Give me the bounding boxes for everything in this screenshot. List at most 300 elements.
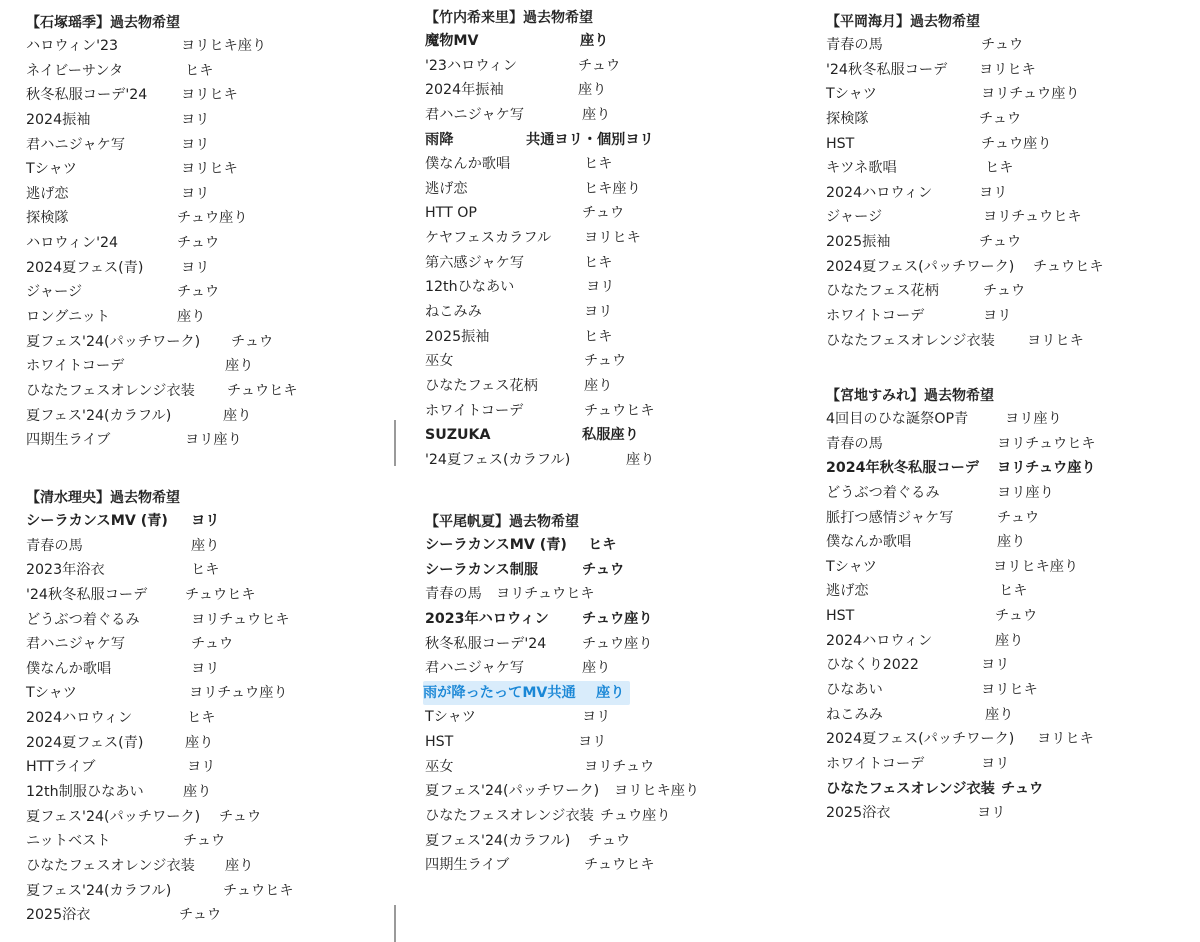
list-item <box>425 54 621 79</box>
list-item <box>425 607 653 632</box>
item-name: 2025振袖 <box>826 234 891 251</box>
list-item <box>425 128 654 153</box>
list-item <box>26 903 222 928</box>
item-name: ひなたフェスオレンジ衣装 <box>826 780 995 797</box>
wish-type: ヨリ <box>983 308 1012 325</box>
item-name: シーラカンスMV (青) <box>425 537 567 553</box>
list-item <box>425 705 630 730</box>
section-title: 【竹内希来里】過去物希望 <box>425 10 593 26</box>
list-item <box>826 777 1044 802</box>
item-name: Tシャツ <box>425 709 476 726</box>
item-name: 探検隊 <box>826 110 869 127</box>
item-name: 雨が降ったってMV共通 <box>423 684 576 701</box>
item-name: ねこみみ <box>425 304 482 321</box>
list-item <box>26 681 288 706</box>
item-name: 雨降 <box>425 131 454 148</box>
list-item <box>26 83 238 108</box>
list-item <box>826 255 1104 280</box>
section-takeuchi <box>425 7 655 473</box>
wish-type: ヨリ <box>584 304 613 321</box>
list-item <box>26 632 234 657</box>
list-item <box>26 755 216 780</box>
wish-type: ヨリヒキ <box>1037 731 1094 748</box>
wish-type: チュウ <box>979 234 1022 251</box>
wish-type: ヨリヒキ <box>981 682 1038 699</box>
item-name: ひなたフェスオレンジ衣装 <box>826 332 995 349</box>
list-item <box>826 329 1084 354</box>
list-item <box>826 530 1026 555</box>
wish-type: チュウ座り <box>582 610 653 627</box>
item-name: 巫女 <box>425 758 454 775</box>
list-item <box>826 653 1010 678</box>
item-name: 2024年秋冬私服コーデ <box>826 460 979 477</box>
list-item <box>826 58 1036 83</box>
item-name: SUZUKA <box>425 427 491 444</box>
item-name: ケヤフェスカラフル <box>425 230 552 247</box>
list-item <box>826 156 1014 181</box>
wish-type: 私服座り <box>582 427 639 444</box>
item-name: Tシャツ <box>826 86 877 103</box>
list-item <box>425 226 641 251</box>
item-name: 探検隊 <box>26 210 69 227</box>
item-name: 青春の馬 <box>26 537 83 554</box>
wish-type: ヒキ <box>584 328 613 345</box>
item-name: どうぶつ着ぐるみ <box>826 484 940 501</box>
wish-type: ヒキ <box>985 160 1014 177</box>
wish-type: チュウヒキ <box>185 586 256 603</box>
item-name: ホワイトコーデ <box>26 358 125 375</box>
item-name: 2024夏フェス(青) <box>26 734 144 751</box>
column-divider-top <box>394 420 396 466</box>
item-name: ひなたフェス花柄 <box>826 283 939 300</box>
item-name: 青春の馬 <box>826 37 883 53</box>
list-item <box>826 703 1014 728</box>
wish-type: チュウ <box>979 110 1022 127</box>
item-name: 青春の馬 <box>826 435 883 452</box>
list-item <box>26 206 248 231</box>
wish-type: ヒキ <box>187 710 216 727</box>
wish-type: ヨリチュウ座り <box>981 86 1080 103</box>
item-name: 夏フェス'24(パッチワーク) <box>425 783 600 800</box>
item-name: 12thひなあい <box>425 279 515 296</box>
wish-type: ヨリ <box>979 184 1008 201</box>
item-name: HST <box>425 734 454 751</box>
list-item <box>826 230 1022 255</box>
list-item <box>26 583 256 608</box>
wish-type: ヨリヒキ座り <box>181 38 267 54</box>
list-item <box>425 582 630 607</box>
wish-type: チュウヒキ <box>1033 258 1104 275</box>
list-item <box>826 82 1080 107</box>
list-item <box>425 325 613 350</box>
list-item <box>425 423 639 448</box>
list-item <box>425 656 630 681</box>
wish-type: ヒキ <box>999 583 1028 600</box>
item-name: 12th制服ひなあい <box>26 784 144 801</box>
item-name: 2024夏フェス(パッチワーク) <box>826 731 1015 748</box>
item-name: 2024夏フェス(パッチワーク) <box>826 258 1015 275</box>
list-item <box>425 448 655 473</box>
wish-type: ヨリヒキ <box>979 61 1036 78</box>
item-name: 2023年浴衣 <box>26 562 105 579</box>
wish-type: ヒキ <box>191 562 220 579</box>
list-item <box>26 157 238 182</box>
item-name: ロングニット <box>26 309 110 326</box>
wish-type: チュウヒキ <box>584 402 655 419</box>
item-name: 夏フェス'24(パッチワーク) <box>26 808 201 825</box>
list-item <box>425 829 630 854</box>
wish-type: ヨリ <box>181 185 210 202</box>
item-name: 2024ハロウィン <box>26 710 133 727</box>
section-title: 【清水理央】過去物希望 <box>26 490 180 506</box>
wish-type: 座り <box>177 309 206 326</box>
item-name: 僕なんか歌唱 <box>26 660 112 677</box>
wish-type: ヨリチュウヒキ <box>191 611 290 628</box>
wish-type: ヨリ <box>181 259 210 276</box>
item-name: 巫女 <box>425 353 454 370</box>
item-name: 脈打つ感情ジャケ写 <box>826 509 954 526</box>
list-item <box>26 354 254 379</box>
wish-type: ヨリチュウヒキ <box>496 586 595 603</box>
list-item <box>26 706 216 731</box>
item-name: ホワイトコーデ <box>826 755 925 772</box>
wish-type: ヨリチュウ座り <box>189 685 288 702</box>
wish-type: 座り <box>997 534 1026 551</box>
wish-type: 座り <box>223 407 252 424</box>
wish-type: チュウ座り <box>582 635 653 652</box>
wish-type: ヨリチュウヒキ <box>997 435 1096 452</box>
item-name: 逃げ恋 <box>826 583 869 600</box>
item-name: ホワイトコーデ <box>826 308 925 325</box>
wish-type: 座り <box>185 734 214 751</box>
wish-type: ヨリ座り <box>185 432 242 449</box>
list-item <box>26 182 210 207</box>
wish-type: 座り <box>995 632 1024 649</box>
item-name: ハロウィン'23 <box>26 38 119 54</box>
item-name: 秋冬私服コーデ'24 <box>425 635 547 652</box>
item-name: 僕なんか歌唱 <box>425 156 511 173</box>
section-shimizu <box>26 487 294 928</box>
wish-type: チュウ <box>177 235 220 252</box>
item-name: 2024ハロウィン <box>826 184 933 201</box>
list-item <box>26 558 220 583</box>
wish-type: ヨリヒキ <box>181 87 238 104</box>
wish-type: ヨリ <box>181 111 210 128</box>
item-name: ひなあい <box>826 682 883 699</box>
item-name: 四期生ライブ <box>26 432 111 449</box>
wish-type: ヨリ座り <box>997 484 1054 501</box>
wish-type: ヨリ <box>981 657 1010 674</box>
wish-type: ヨリ <box>578 734 607 751</box>
list-item <box>425 201 625 226</box>
wish-type: ヨリチュウヒキ <box>983 209 1082 226</box>
item-name: ひなたフェス花柄 <box>425 377 538 394</box>
item-name: ニットベスト <box>26 833 111 850</box>
list-item <box>826 205 1082 230</box>
list-item <box>425 300 613 325</box>
item-name: HTTライブ <box>26 759 96 776</box>
list-item <box>826 304 1012 329</box>
item-name: Tシャツ <box>26 685 77 702</box>
wish-type: ヨリ <box>181 136 210 153</box>
list-item <box>425 349 627 374</box>
wish-type: 座り <box>582 106 611 123</box>
list-item <box>425 251 613 276</box>
item-name: 第六感ジャケ写 <box>425 254 525 271</box>
section-title: 【石塚瑶季】過去物希望 <box>26 15 180 31</box>
list-item <box>826 432 1096 457</box>
list-item <box>826 33 1024 58</box>
list-item <box>26 108 210 133</box>
list-item <box>423 681 630 706</box>
item-name: 夏フェス'24(カラフル) <box>425 832 571 849</box>
list-item <box>425 558 630 583</box>
list-item <box>425 177 641 202</box>
item-name: ひなたフェスオレンジ衣装 <box>26 382 195 399</box>
item-name: 君ハニジャケ写 <box>26 136 126 153</box>
wish-type: ヨリ座り <box>1005 411 1062 427</box>
item-name: 2025浴衣 <box>26 907 91 924</box>
list-item <box>26 657 220 682</box>
list-item <box>826 678 1038 703</box>
wish-type: 共通ヨリ・個別ヨリ <box>526 131 654 148</box>
list-item <box>826 181 1008 206</box>
item-name: シーラカンスMV (青) <box>26 513 168 529</box>
list-item <box>826 279 1026 304</box>
item-name: 君ハニジャケ写 <box>26 636 126 653</box>
list-item <box>26 854 254 879</box>
list-item <box>425 632 653 657</box>
list-item <box>826 132 1052 157</box>
list-item <box>26 829 226 854</box>
item-name: 2024年振袖 <box>425 82 504 99</box>
wish-type: 座り <box>183 784 212 801</box>
item-name: ハロウィン'24 <box>26 235 119 252</box>
wish-type: チュウ座り <box>600 808 671 825</box>
wish-type: ヨリ <box>977 805 1006 822</box>
wish-type: 座り <box>582 660 611 677</box>
item-name: Tシャツ <box>26 161 77 178</box>
list-item <box>425 533 630 558</box>
wish-type: チュウ <box>1001 780 1044 797</box>
item-name: 逃げ恋 <box>425 180 468 197</box>
wish-type: ヒキ <box>584 156 613 173</box>
item-name: 2024夏フェス(青) <box>26 259 144 276</box>
list-item <box>826 456 1096 481</box>
column-divider-bottom <box>394 905 396 942</box>
list-item <box>826 604 1038 629</box>
item-name: 四期生ライブ <box>425 857 510 874</box>
wish-type: チュウ <box>578 57 621 74</box>
list-item <box>26 780 212 805</box>
wish-type: チュウ <box>582 205 625 222</box>
list-item <box>425 779 700 804</box>
wish-type: 座り <box>580 33 609 49</box>
wish-type: チュウヒキ <box>227 382 298 399</box>
item-name: ホワイトコーデ <box>425 402 524 419</box>
list-item <box>26 534 220 559</box>
list-item <box>425 103 611 128</box>
list-item <box>26 133 210 158</box>
item-name: HST <box>826 608 855 625</box>
list-item <box>826 555 1079 580</box>
section-title: 【平岡海月】過去物希望 <box>826 14 980 30</box>
list-item <box>26 305 206 330</box>
item-name: ひなたフェスオレンジ衣装 <box>425 808 594 825</box>
list-item <box>26 256 210 281</box>
wish-type: 座り <box>225 857 254 874</box>
list-item <box>26 280 220 305</box>
wish-type: ヨリ <box>586 279 615 296</box>
wish-type: 座り <box>596 684 625 701</box>
list-item <box>26 731 214 756</box>
wish-type: ヒキ <box>588 537 617 553</box>
item-name: どうぶつ着ぐるみ <box>26 611 140 628</box>
item-name: 君ハニジャケ写 <box>425 660 525 677</box>
wish-type: ヒキ <box>584 254 613 271</box>
wish-type: ヨリヒキ <box>181 161 238 178</box>
section-ishizuka <box>26 12 298 453</box>
wish-type: チュウ座り <box>981 135 1052 152</box>
item-name: '24秋冬私服コーデ <box>826 61 948 78</box>
item-name: 2025振袖 <box>425 328 490 345</box>
list-item <box>425 29 609 54</box>
wish-type: ヨリ <box>187 759 216 776</box>
item-name: ねこみみ <box>826 706 883 723</box>
list-item <box>26 379 298 404</box>
list-item <box>826 801 1006 826</box>
wish-type: ヒキ座り <box>584 180 641 197</box>
item-name: ひなくり2022 <box>826 657 919 674</box>
wish-type: チュウ <box>584 353 627 370</box>
item-name: 僕なんか歌唱 <box>826 534 912 551</box>
item-name: 君ハニジャケ写 <box>425 106 525 123</box>
wish-type: ヨリ <box>981 755 1010 772</box>
wish-type: チュウ <box>582 561 625 578</box>
item-name: 秋冬私服コーデ'24 <box>26 87 148 104</box>
wish-type: ヨリチュウ <box>584 758 655 775</box>
section-miyachi <box>826 385 1096 826</box>
list-item <box>826 752 1010 777</box>
wish-type: ヒキ <box>185 62 214 79</box>
list-item <box>826 629 1024 654</box>
wish-type: ヨリヒキ <box>1027 332 1084 349</box>
wish-type: チュウ <box>183 833 226 850</box>
item-name: 夏フェス'24(カラフル) <box>26 407 172 424</box>
list-item <box>425 78 607 103</box>
item-name: '24夏フェス(カラフル) <box>425 451 571 468</box>
section-hirao <box>423 511 700 878</box>
list-item <box>826 481 1054 506</box>
item-name: 2025浴衣 <box>826 805 891 822</box>
item-name: 2023年ハロウィン <box>425 610 549 627</box>
wish-type: ヨリ <box>582 709 611 726</box>
wish-type: チュウ <box>997 509 1040 526</box>
item-name: Tシャツ <box>826 558 877 575</box>
list-item <box>26 34 267 59</box>
item-name: ネイビーサンタ <box>26 62 124 79</box>
list-item <box>425 804 671 829</box>
section-title: 【平尾帆夏】過去物希望 <box>425 514 579 530</box>
list-item <box>425 730 630 755</box>
item-name: 逃げ恋 <box>26 185 69 202</box>
wish-type: チュウ <box>588 832 631 849</box>
item-name: HST <box>826 135 855 152</box>
list-item <box>26 805 262 830</box>
item-name: 青春の馬 <box>425 586 482 603</box>
wish-type: 座り <box>584 377 613 394</box>
wish-type: チュウ座り <box>177 210 248 227</box>
item-name: ひなたフェスオレンジ衣装 <box>26 857 195 874</box>
list-item <box>826 579 1028 604</box>
wish-type: 座り <box>225 358 254 375</box>
item-name: 2024振袖 <box>26 111 91 128</box>
wish-type: 座り <box>191 537 220 554</box>
item-name: 2024ハロウィン <box>826 632 933 649</box>
wish-type: ヨリ <box>191 513 220 529</box>
list-item <box>425 374 613 399</box>
item-name: 夏フェス'24(カラフル) <box>26 882 172 899</box>
item-name: シーラカンス制服 <box>425 561 539 578</box>
wish-type: ヨリチュウ座り <box>997 460 1096 477</box>
list-item <box>425 399 655 424</box>
wish-type: ヨリ <box>191 660 220 677</box>
wish-type: チュウ <box>179 907 222 924</box>
item-name: ジャージ <box>26 284 83 301</box>
wish-type: ヨリヒキ座り <box>993 558 1079 575</box>
list-item <box>425 755 655 780</box>
item-name: '23ハロウィン <box>425 57 518 74</box>
wish-type: チュウ <box>177 284 220 301</box>
list-item <box>26 59 214 84</box>
wish-type: チュウ <box>231 333 274 350</box>
list-item <box>26 231 220 256</box>
item-name: 夏フェス'24(パッチワーク) <box>26 333 201 350</box>
list-item <box>26 428 242 453</box>
wish-type: 座り <box>985 706 1014 723</box>
wish-type: チュウ <box>219 808 262 825</box>
list-item <box>425 853 655 878</box>
wish-type: ヨリヒキ座り <box>614 783 700 800</box>
list-item <box>826 727 1094 752</box>
list-item <box>26 509 220 534</box>
item-name: 4回目のひな誕祭OP青 <box>826 411 969 427</box>
wish-type: ヨリヒキ <box>584 230 641 247</box>
wish-type: チュウヒキ <box>584 857 655 874</box>
wish-type: 座り <box>578 82 607 99</box>
list-item <box>26 608 290 633</box>
list-item <box>826 107 1022 132</box>
item-name: ジャージ <box>826 209 883 226</box>
list-item <box>26 330 274 355</box>
wish-type: チュウ <box>995 608 1038 625</box>
item-name: キツネ歌唱 <box>826 160 897 177</box>
wish-type: チュウ <box>981 37 1024 53</box>
item-name: '24秋冬私服コーデ <box>26 586 148 603</box>
item-name: HTT OP <box>425 205 477 222</box>
list-item <box>826 407 1062 432</box>
list-item <box>26 879 294 904</box>
section-title: 【宮地すみれ】過去物希望 <box>826 388 994 404</box>
item-name: 魔物MV <box>425 33 479 49</box>
list-item <box>826 506 1040 531</box>
list-item <box>425 275 615 300</box>
wish-type: チュウ <box>191 636 234 653</box>
wish-type: 座り <box>626 451 655 468</box>
list-item <box>425 152 613 177</box>
wish-type: チュウ <box>983 283 1026 300</box>
list-item <box>26 404 252 429</box>
